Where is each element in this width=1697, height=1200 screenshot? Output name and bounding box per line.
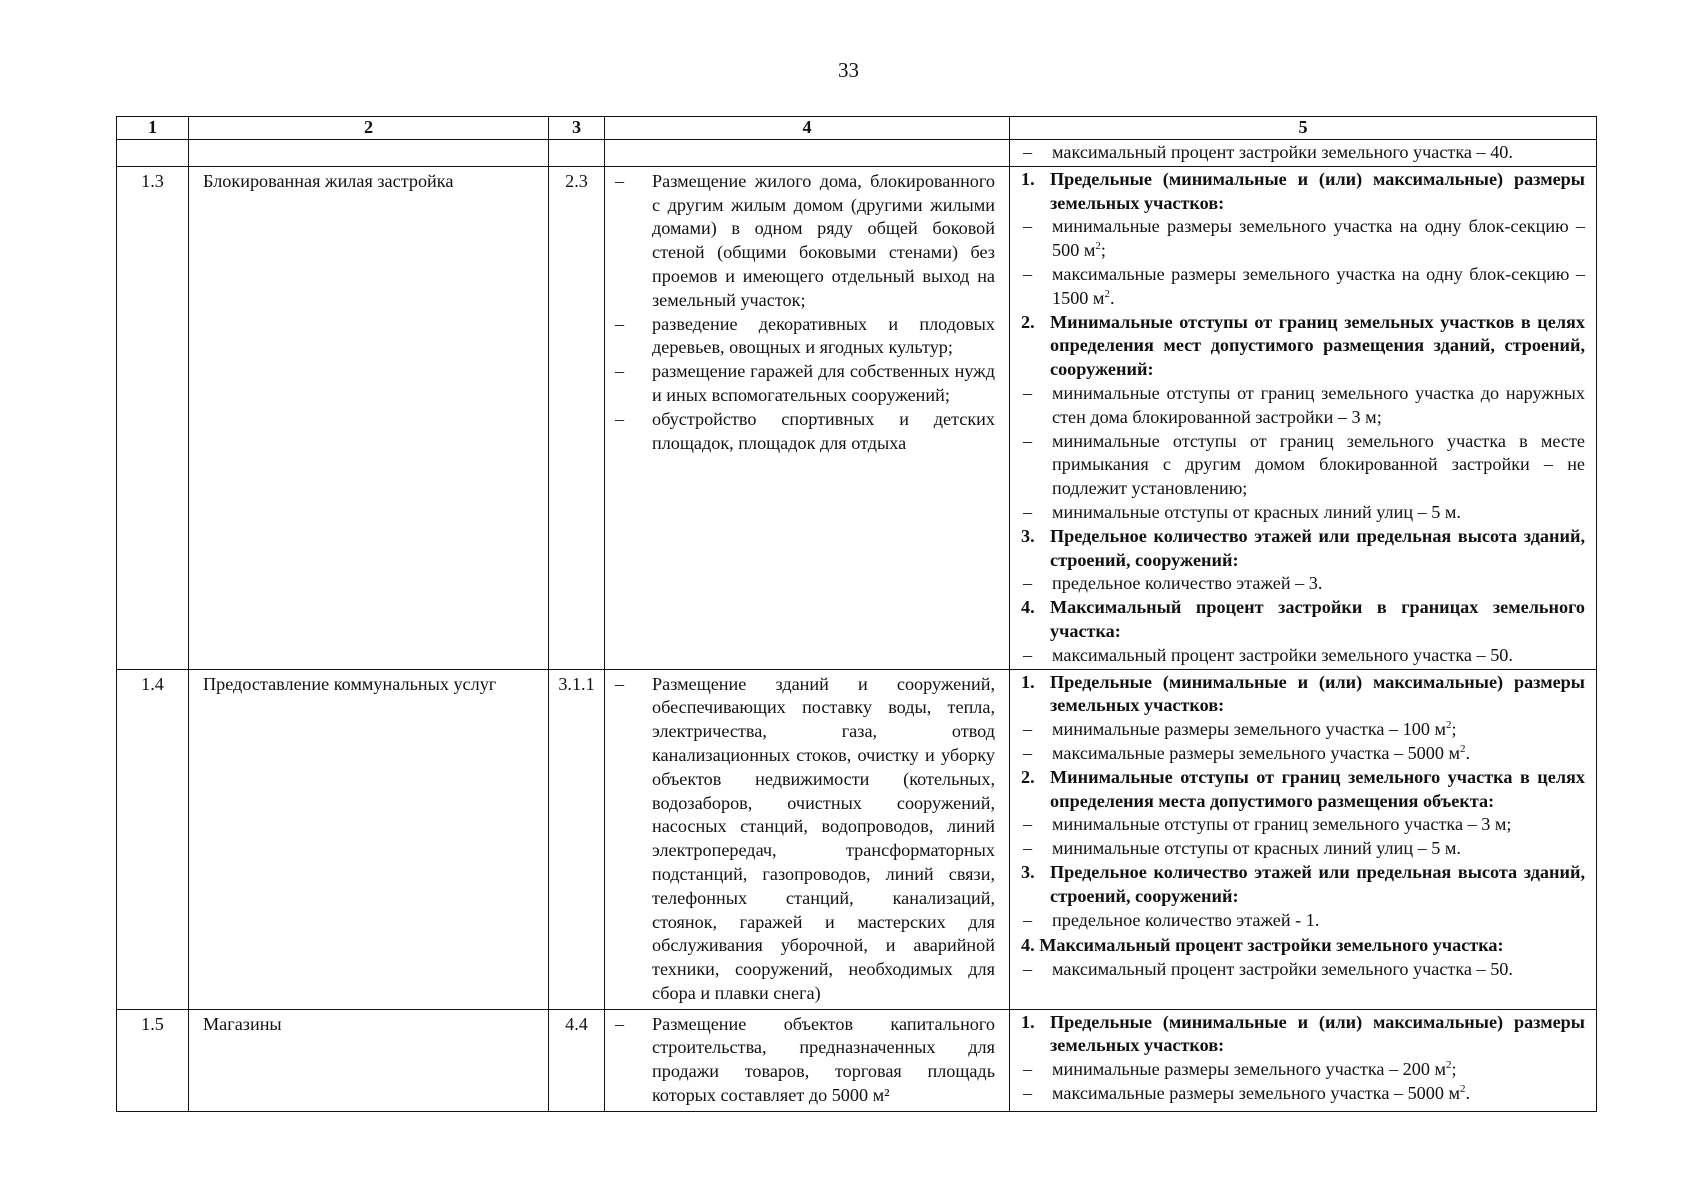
list-item [613, 408, 995, 456]
superscript: 2 [1445, 719, 1452, 732]
column-header: 1 [117, 117, 189, 140]
parameter-text: минимальные отступы от границ земельного участка в месте примыкания с другим домом блокированной застройки – не подлежит установлению; [1052, 430, 1585, 499]
parameter-heading [1021, 311, 1585, 382]
list-marker: 1. [1021, 671, 1035, 692]
parameter-value [1021, 909, 1585, 933]
parameter-text: максимальный процент застройки земельного участка – 50. [1052, 959, 1513, 980]
parameter-text: Максимальный процент застройки в границах земельного участка: [1050, 597, 1585, 641]
list-marker: – [1023, 742, 1033, 763]
parameters-cell [1010, 1009, 1597, 1111]
use-type-name: Блокированная жилая застройка [189, 166, 549, 669]
list-marker: 2. [1021, 766, 1035, 787]
parameters-cell [1010, 140, 1597, 167]
list-marker: – [1023, 430, 1033, 451]
list-marker: – [1023, 1059, 1033, 1080]
list-item [613, 170, 995, 313]
table-row [117, 166, 1597, 669]
description-cell [605, 1009, 1010, 1111]
table-row [117, 669, 1597, 1009]
parameter-text: максимальный процент застройки земельного участка – 40. [1052, 142, 1513, 162]
parameter-heading [1021, 525, 1585, 573]
superscript: 2 [1104, 287, 1110, 300]
parameter-value [1021, 430, 1585, 501]
row-number: 1.4 [117, 669, 189, 1009]
list-item-text: разведение декоративных и плодовых деревьев, овощных и ягодных культур; [652, 313, 995, 358]
column-header: 5 [1010, 117, 1597, 140]
list-marker: – [615, 1013, 625, 1034]
table-row [117, 1009, 1597, 1111]
parameter-text: предельное количество этажей – 3. [1052, 573, 1323, 594]
parameter-heading [1021, 168, 1585, 216]
list-marker: – [1023, 216, 1033, 237]
list-marker: – [1023, 263, 1033, 284]
parameters-cell [1010, 669, 1597, 1009]
column-header: 3 [549, 117, 605, 140]
parameter-value [1021, 1082, 1585, 1106]
list-marker: – [1023, 838, 1033, 859]
parameter-text: минимальные размеры земельного участка на одну блок-секцию – 500 $м^2$; [1052, 216, 1585, 261]
list-marker: – [1023, 909, 1033, 930]
parameter-text: минимальные размеры земельного участка – 200 $м^2$; [1052, 1059, 1457, 1080]
parameter-text: максимальные размеры земельного участка – 5000 $м^2$. [1052, 1083, 1471, 1104]
list-marker: – [615, 170, 625, 191]
table-header-row [117, 117, 1597, 140]
list-item-text: Размещение объектов капитального строительства, предназначенных для продажи товаров, торговая площадь которых составляет до 5000 м² [652, 1013, 995, 1106]
parameter-value [1021, 958, 1585, 982]
use-type-name: Магазины [189, 1009, 549, 1111]
list-marker: – [1023, 959, 1033, 980]
description-cell [605, 669, 1010, 1009]
list-marker: 1. [1021, 168, 1035, 189]
parameter-text: Минимальные отступы от границ земельных участков в целях определения мест допустимого размещения зданий, строений, сооружений: [1050, 311, 1585, 380]
parameter-heading: 4. Максимальный процент застройки земельного участка: [1021, 935, 1504, 956]
parameter-heading [1021, 861, 1585, 909]
parameter-heading [1021, 596, 1585, 644]
parameter-value [1021, 644, 1585, 668]
use-type-code: 2.3 [549, 166, 605, 669]
list-marker: – [615, 361, 625, 382]
parameter-text: Предельные (минимальные и (или) максимальные) размеры земельных участков: [1050, 671, 1585, 716]
list-item [613, 673, 995, 1006]
list-marker: – [1023, 1083, 1033, 1104]
list-item-text: размещение гаражей для собственных нужд и иных вспомогательных сооружений; [652, 361, 995, 405]
parameter-heading [1021, 1011, 1585, 1059]
description-cell [605, 166, 1010, 669]
parameter-value [1021, 141, 1585, 165]
parameter-text: минимальные размеры земельного участка – 100 $м^2$; [1052, 719, 1457, 740]
parameter-value [1021, 263, 1585, 311]
list-marker: – [1023, 644, 1033, 665]
parameter-value [1021, 837, 1585, 861]
use-type-code: 4.4 [549, 1009, 605, 1111]
list-item [613, 313, 995, 361]
list-item [613, 360, 995, 408]
list-item [613, 1013, 995, 1108]
parameter-heading [1021, 766, 1585, 814]
list-marker: 4. [1021, 597, 1035, 618]
list-marker: – [1023, 142, 1033, 162]
parameter-text: минимальные отступы от границ земельного участка – 3 м; [1052, 814, 1512, 835]
parameter-text: предельное количество этажей - 1. [1052, 909, 1320, 930]
list-marker: – [1023, 573, 1033, 594]
parameter-text: Предельные (минимальные и (или) максимальные) размеры земельных участков: [1050, 168, 1585, 213]
parameter-value [1021, 742, 1585, 766]
list-marker: – [1023, 719, 1033, 740]
parameter-text: Предельное количество этажей или предельная высота зданий, строений, сооружений: [1050, 525, 1585, 570]
list-marker: – [1023, 382, 1033, 403]
row-number: 1.3 [117, 166, 189, 669]
parameter-value [1021, 382, 1585, 430]
parameter-text: Предельное количество этажей или предельная высота зданий, строений, сооружений: [1050, 861, 1585, 906]
list-item-text: обустройство спортивных и детских площадок, площадок для отдыха [652, 408, 995, 453]
parameter-text: Предельные (минимальные и (или) максимальные) размеры земельных участков: [1050, 1011, 1585, 1056]
parameter-text: минимальные отступы от красных линий улиц – 5 м. [1052, 838, 1461, 859]
use-type-code: 3.1.1 [549, 669, 605, 1009]
list-marker: 2. [1021, 311, 1035, 332]
use-type-name: Предоставление коммунальных услуг [189, 669, 549, 1009]
superscript: 2 [1095, 240, 1101, 253]
list-item-text: Размещение зданий и сооружений, обеспечивающих поставку воды, тепла, электричества, газа, отвод канализационных стоков, очистку и уборку объектов недвижимости (котельных, водозаборов, очистных сооружений, насосных станций, водопроводов, линий электропередач, трансформаторных подстанций, газопроводов, линий связи, телефонных станций, канализаций, стоянок, гаражей и мастерских для обслуживания уборочной, и аварийной техники, сооружений, необходимых для сбора и плавки снега) [652, 673, 995, 1003]
superscript: 2 [1460, 742, 1466, 755]
parameter-text: максимальные размеры земельного участка – 5000 $м^2$. [1052, 742, 1471, 763]
parameters-cell [1010, 166, 1597, 669]
list-marker: – [1023, 814, 1033, 835]
parameter-value [1021, 718, 1585, 742]
parameter-value [1021, 501, 1585, 525]
parameter-heading [1021, 671, 1585, 719]
parameter-text: минимальные отступы от границ земельного участка до наружных стен дома блокированной застройки – 3 м; [1052, 382, 1585, 427]
column-header: 2 [189, 117, 549, 140]
row-number: 1.5 [117, 1009, 189, 1111]
column-header: 4 [605, 117, 1010, 140]
superscript: 2 [1460, 1083, 1466, 1096]
list-marker: – [1023, 501, 1033, 522]
list-marker: – [615, 408, 625, 429]
parameter-text: минимальные отступы от красных линий улиц – 5 м. [1052, 501, 1461, 522]
list-marker: 3. [1021, 861, 1035, 882]
parameter-value [1021, 1058, 1585, 1082]
list-marker: – [615, 313, 625, 334]
parameter-text: максимальный процент застройки земельного участка – 50. [1052, 644, 1513, 665]
parameter-text: максимальные размеры земельного участка на одну блок-секцию – 1500 $м^2$. [1052, 263, 1585, 308]
list-marker: 3. [1021, 525, 1035, 546]
parameter-text: Минимальные отступы от границ земельного участка в целях определения места допустимого размещения объекта: [1050, 766, 1585, 811]
parameter-value [1021, 215, 1585, 263]
parameter-value [1021, 813, 1585, 837]
list-item-text: Размещение жилого дома, блокированного с другим жилым домом (другими жилыми домами) в одном ряду общей боковой стеной (общими боковыми стенами) без проемов и имеющего отдельный выход на земельный участок; [652, 170, 995, 310]
superscript: 2 [1445, 1059, 1452, 1072]
page-number: 33 [838, 58, 859, 82]
list-marker: – [615, 673, 625, 694]
regulations-table [116, 116, 1597, 1112]
parameter-value [1021, 572, 1585, 596]
table-row [117, 140, 1597, 167]
list-marker: 1. [1021, 1011, 1035, 1032]
